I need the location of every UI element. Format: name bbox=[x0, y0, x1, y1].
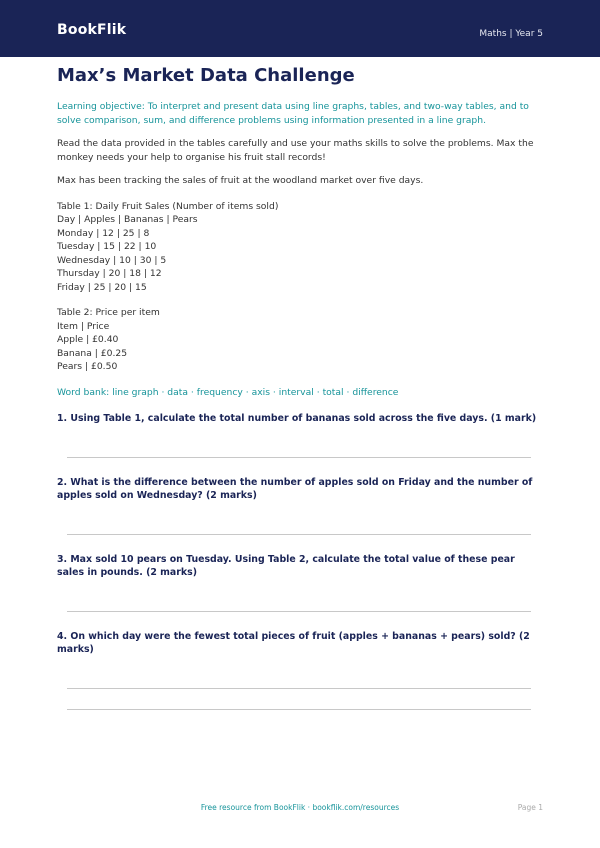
answer-line[interactable] bbox=[67, 688, 531, 689]
intro-paragraph: Read the data provided in the tables carefully and use your maths skills to solve the problems. Max the monkey needs your help to organise his fruit stall records! bbox=[57, 138, 534, 163]
question-1: 1. Using Table 1, calculate the total number of bananas sold across the five days. (1 mark) bbox=[57, 413, 537, 424]
table-2-header: Item | Price bbox=[57, 320, 110, 332]
worksheet-title: Max’s Market Data Challenge bbox=[57, 65, 355, 86]
table-row: Thursday | 20 | 18 | 12 bbox=[57, 268, 162, 279]
answer-line[interactable] bbox=[67, 709, 531, 710]
page-number: Page 1 bbox=[517, 803, 543, 812]
table-row: Monday | 12 | 25 | 8 bbox=[57, 227, 150, 239]
table-row: Tuesday | 15 | 22 | 10 bbox=[57, 241, 157, 252]
learning-objective: Learning objective: To interpret and present data using line graphs, tables, and two-way tables, and to solve comparison, sum, and difference problems using information presented in a line graph. bbox=[57, 101, 529, 126]
table-row: Apple | £0.40 bbox=[57, 334, 119, 345]
table-2 bbox=[57, 306, 543, 374]
page-header bbox=[0, 0, 600, 57]
question-2: 2. What is the difference between the number of apples sold on Friday and the number of apples sold on Wednesday? (2 marks) bbox=[57, 476, 533, 501]
table-row: Pears | £0.50 bbox=[57, 361, 118, 372]
question-4: 4. On which day were the fewest total pieces of fruit (apples + bananas + pears) sold? (2 marks) bbox=[57, 630, 530, 655]
worksheet-content bbox=[57, 65, 543, 710]
word-bank: Word bank: line graph · data · frequency · axis · interval · total · difference bbox=[57, 386, 399, 398]
answer-line[interactable] bbox=[67, 534, 531, 535]
context-paragraph: Max has been tracking the sales of fruit at the woodland market over five days. bbox=[57, 175, 424, 186]
table-2-caption: Table 2: Price per item bbox=[57, 307, 160, 318]
footer-link[interactable]: Free resource from BookFlik · bookflik.com/resources bbox=[200, 803, 400, 812]
table-row: Friday | 25 | 20 | 15 bbox=[57, 281, 147, 293]
table-row: Banana | £0.25 bbox=[57, 347, 128, 359]
question-3: 3. Max sold 10 pears on Tuesday. Using Table 2, calculate the total value of these pear sales in pounds. (2 marks) bbox=[57, 553, 515, 578]
table-1-caption: Table 1: Daily Fruit Sales (Number of items sold) bbox=[57, 200, 279, 212]
answer-line[interactable] bbox=[67, 457, 531, 458]
table-1-header: Day | Apples | Bananas | Pears bbox=[57, 214, 198, 225]
answer-line[interactable] bbox=[67, 611, 531, 612]
questions-section bbox=[57, 412, 543, 710]
table-1 bbox=[57, 200, 543, 295]
brand-logo: BookFlik bbox=[57, 22, 127, 38]
table-row: Wednesday | 10 | 30 | 5 bbox=[57, 254, 167, 266]
subject-year-label: Maths | Year 5 bbox=[479, 29, 543, 39]
